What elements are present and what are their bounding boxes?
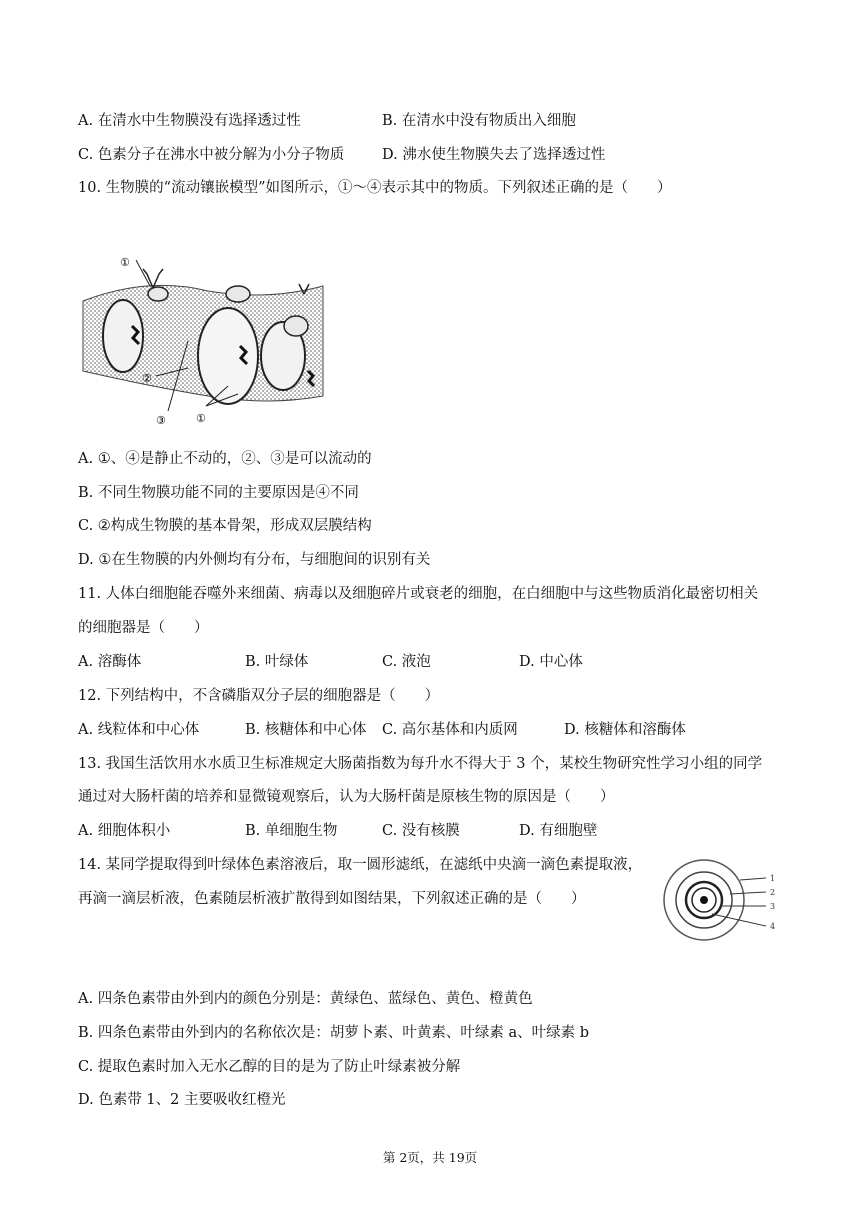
q10-option-a: A. ①、④是静止不动的，②、③是可以流动的: [78, 451, 372, 467]
q11-option-c: C. 液泡: [382, 654, 431, 670]
q11-option-d: D. 中心体: [519, 654, 583, 670]
q13-stem-line1: 13. 我国生活饮用水水质卫生标准规定大肠菌指数为每升水不得大于 3 个，某校生物研究性学习小组的同学: [78, 756, 763, 772]
ring-label-2: 2: [770, 888, 776, 897]
q13-option-d: D. 有细胞壁: [519, 823, 598, 839]
chromatography-figure: [662, 858, 782, 948]
q9-option-c: C. 色素分子在沸水中被分解为小分子物质: [78, 147, 345, 163]
q11-option-b: B. 叶绿体: [245, 654, 309, 670]
q12-option-c: C. 高尔基体和内质网: [382, 722, 518, 738]
q9-option-d: D. 沸水使生物膜失去了选择透过性: [382, 147, 606, 163]
membrane-label-1b: ①: [196, 412, 206, 425]
q13-stem-line2: 通过对大肠杆菌的培养和显微镜观察后，认为大肠杆菌是原核生物的原因是（ ）: [78, 789, 615, 805]
q14-option-d: D. 色素带 1、2 主要吸收红橙光: [78, 1092, 286, 1108]
q14-option-b: B. 四条色素带由外到内的名称依次是：胡萝卜素、叶黄素、叶绿素 a、叶绿素 b: [78, 1025, 590, 1041]
ring-label-1: 1: [770, 874, 776, 883]
membrane-label-3: ③: [156, 414, 166, 427]
q9-option-b: B. 在清水中没有物质出入细胞: [382, 113, 576, 129]
q12-option-b: B. 核糖体和中心体: [245, 722, 367, 738]
q13-option-b: B. 单细胞生物: [245, 823, 338, 839]
q14-stem-line1: 14. 某同学提取得到叶绿体色素溶液后，取一圆形滤纸，在滤纸中央滴一滴色素提取液，: [78, 857, 643, 873]
q13-option-a: A. 细胞体积小: [78, 823, 171, 839]
q12-option-d: D. 核糖体和溶酶体: [564, 722, 686, 738]
q11-stem-line2: 的细胞器是（ ）: [78, 620, 209, 636]
q14-option-c: C. 提取色素时加入无水乙醇的目的是为了防止叶绿素被分解: [78, 1059, 461, 1075]
q12-stem: 12. 下列结构中，不含磷脂双分子层的细胞器是（ ）: [78, 688, 440, 704]
q12-option-a: A. 线粒体和中心体: [78, 722, 200, 738]
q10-option-c: C. ②构成生物膜的基本骨架，形成双层膜结构: [78, 518, 372, 534]
q10-option-d: D. ①在生物膜的内外侧均有分布，与细胞间的识别有关: [78, 552, 431, 568]
membrane-figure: [78, 246, 338, 431]
q13-option-c: C. 没有核膜: [382, 823, 460, 839]
page-number: 第 2页，共 19页: [382, 1150, 478, 1165]
membrane-label-1: ①: [120, 256, 130, 269]
q11-stem-line1: 11. 人体白细胞能吞噬外来细菌、病毒以及细胞碎片或衰老的细胞，在白细胞中与这些物质消化最密切相关: [78, 586, 759, 602]
q14-stem-line2: 再滴一滴层析液，色素随层析液扩散得到如图结果，下列叙述正确的是（ ）: [78, 891, 586, 907]
ring-label-4: 4: [770, 922, 776, 931]
q10-option-b: B. 不同生物膜功能不同的主要原因是④不同: [78, 485, 359, 501]
membrane-label-2: ②: [142, 372, 152, 385]
q10-stem: 10. 生物膜的“流动镶嵌模型”如图所示，①～④表示其中的物质。下列叙述正确的是（ ）: [78, 180, 672, 196]
ring-label-3: 3: [770, 902, 776, 911]
q14-option-a: A. 四条色素带由外到内的颜色分别是：黄绿色、蓝绿色、黄色、橙黄色: [78, 991, 533, 1007]
q11-option-a: A. 溶酶体: [78, 654, 142, 670]
q9-option-a: A. 在清水中生物膜没有选择透过性: [78, 113, 301, 129]
